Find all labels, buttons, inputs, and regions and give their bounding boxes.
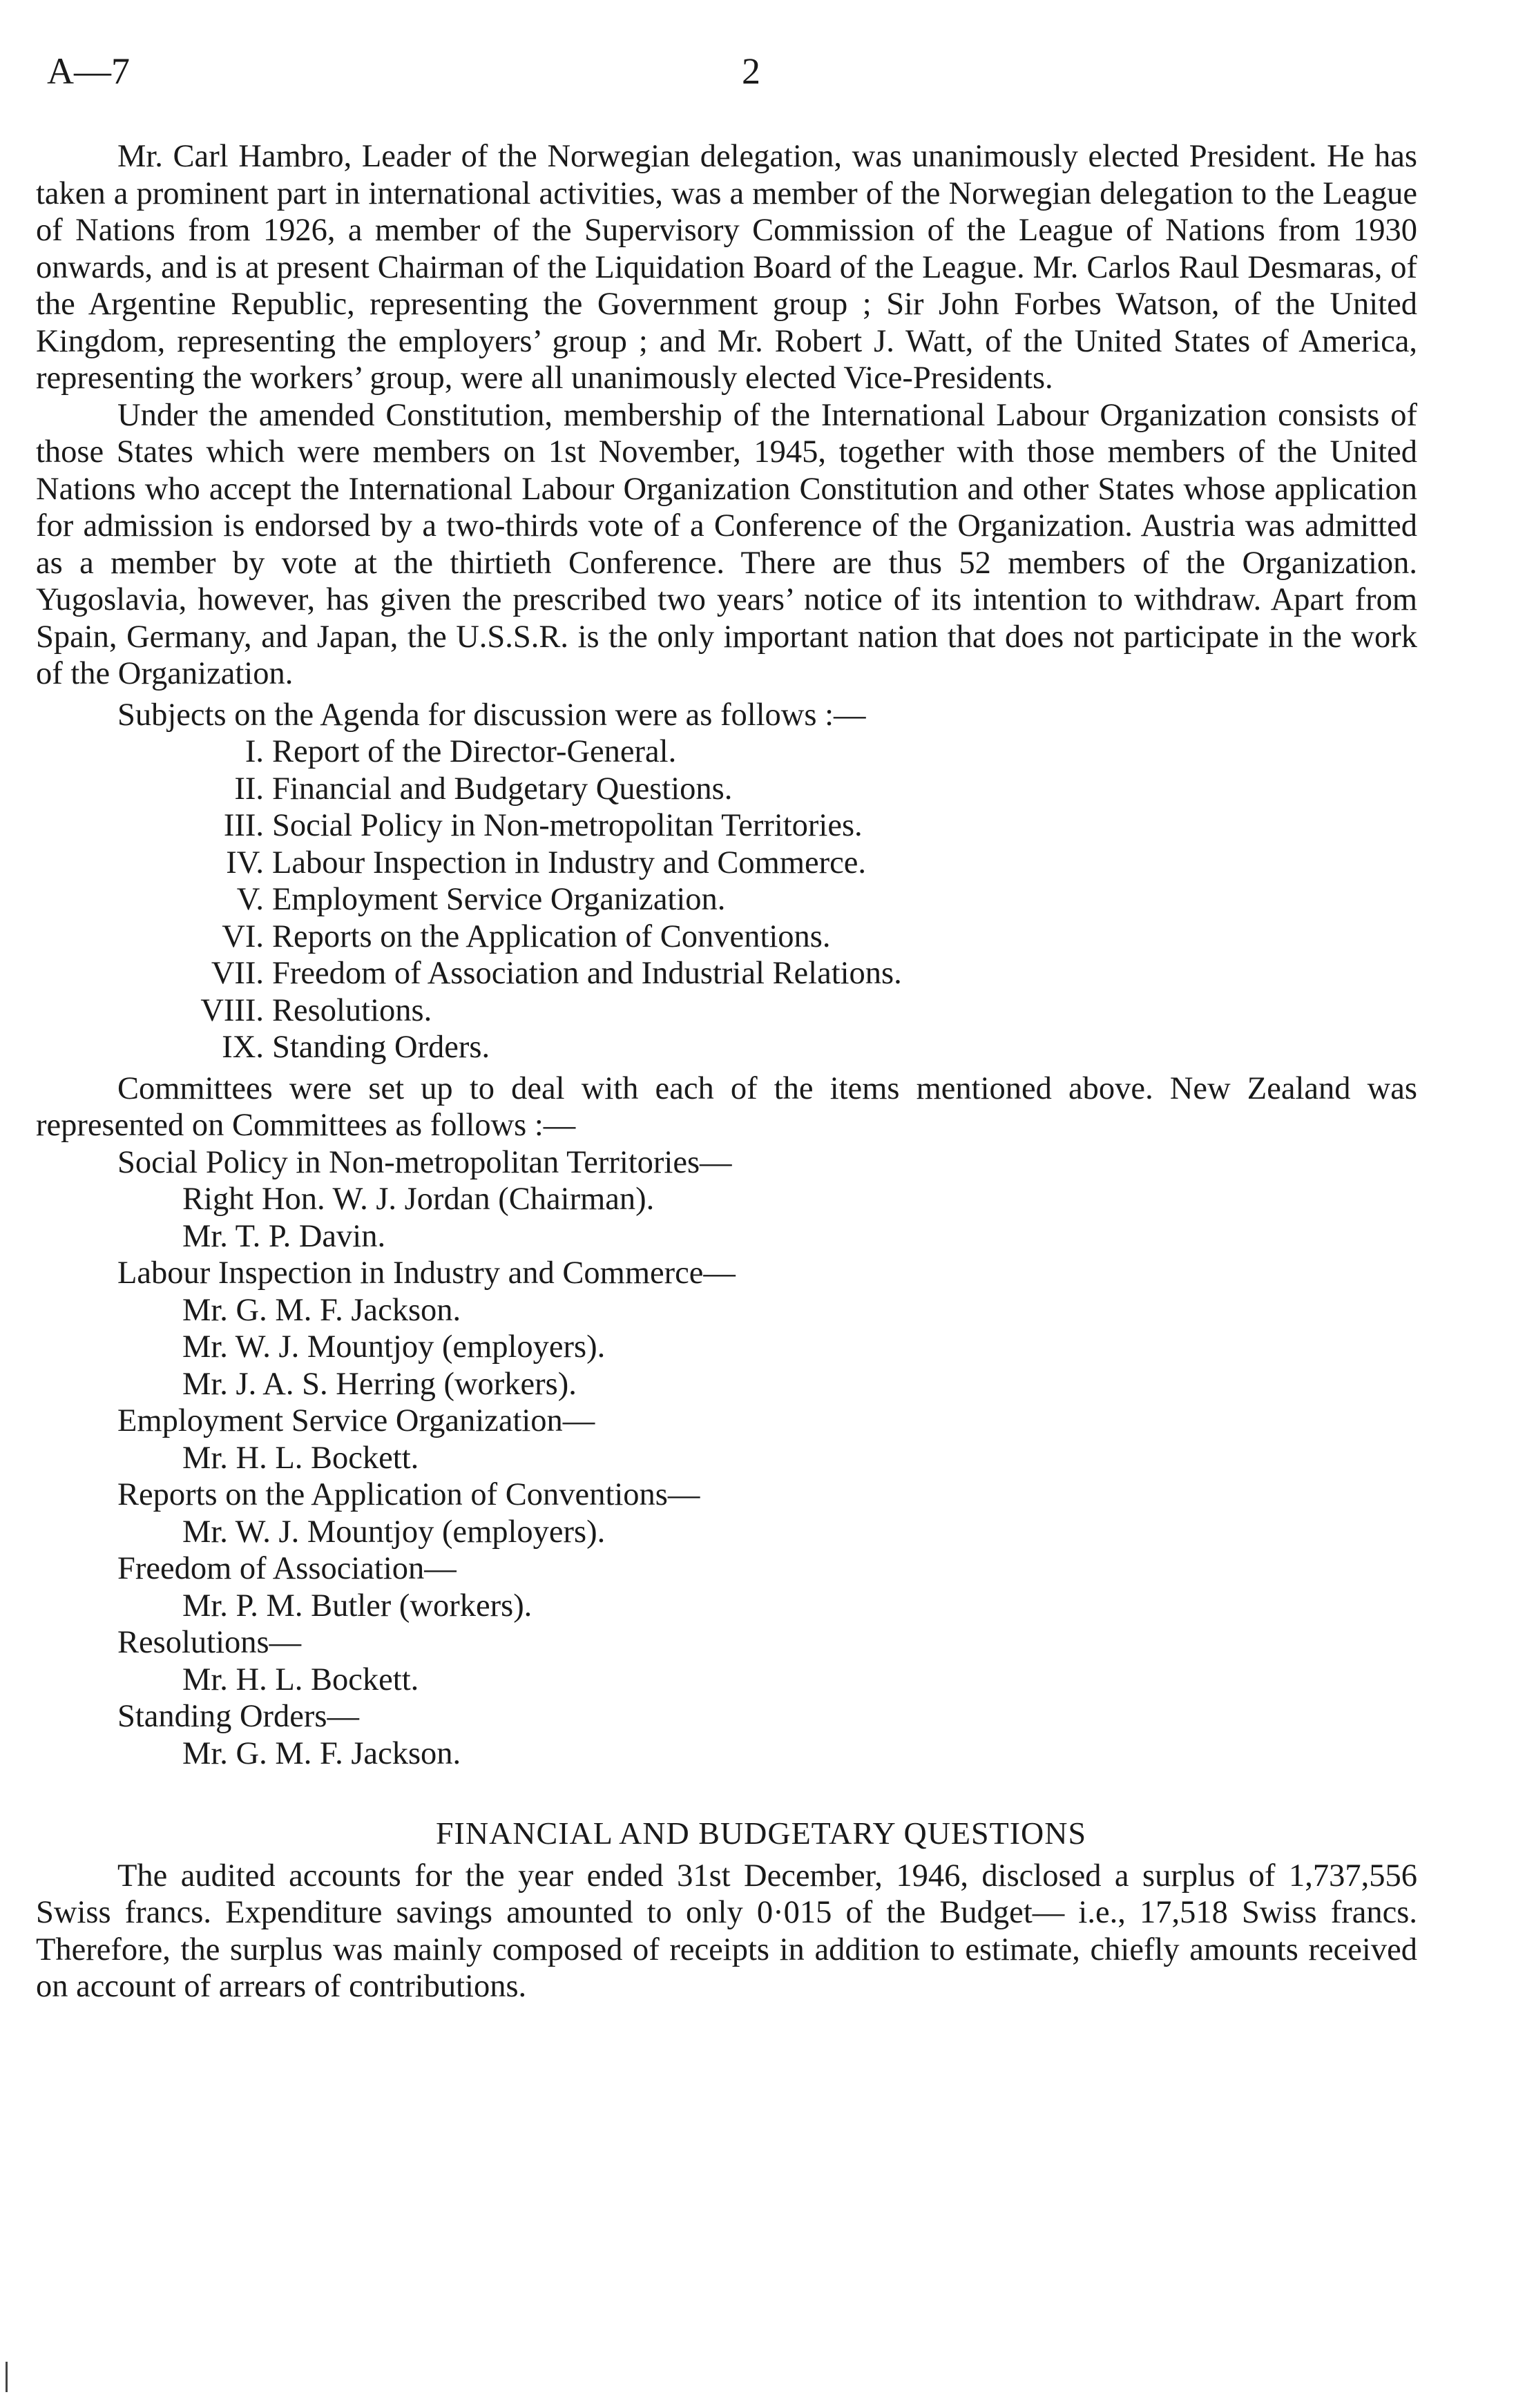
financial-paragraph: The audited accounts for the year ended 31st December, 1946, disclosed a surplus of 1,737,556 Swiss francs. Expenditure savings amounted to only 0·015 of the Budget— i.e., 17,518 Swiss francs. Therefore, the surplus was mainly composed of receipts in addition to estimate, chiefly amounts received on account of arrears of contributions. [36,1858,1417,2004]
committee-member: Mr. G. M. F. Jackson. [182,1292,461,1328]
agenda-item-number: IV. [226,845,264,880]
agenda-item [36,733,1417,771]
page-number: 2 [742,50,760,92]
agenda-item-text: Reports on the Application of Conventions. [272,918,831,954]
committee-subject: Freedom of Association— [117,1551,457,1586]
agenda-item-number: III. [223,808,264,843]
committee-member: Mr. H. L. Bockett. [182,1440,419,1476]
agenda-item [36,881,1417,918]
intro-paragraph-2: Under the amended Constitution, membership of the International Labour Organization consists of those States which were members on 1st November, 1945, together with those members of the United Nations who accept the International Labour Organization Constitution and other States whose application for admission is endorsed by a two-thirds vote of a Conference of the Organization. Austria was admitted as a member by vote at the thirtieth Conference. There are thus 52 members of the Organization. Yugoslavia, however, has given the prescribed two years’ notice of its intention to withdraw. Apart from Spain, Germany, and Japan, the U.S.S.R. is the only important nation that does not participate in the work of the Organization. [36,397,1417,691]
committee-subject: Reports on the Application of Conventions— [117,1477,700,1512]
committee-subject: Resolutions— [117,1625,302,1660]
margin-mark [6,2362,8,2392]
agenda-item-number: VI. [222,918,264,954]
committee-member: Mr. P. M. Butler (workers). [182,1588,532,1624]
agenda-item-text: Financial and Budgetary Questions. [272,771,733,807]
agenda-item-text: Labour Inspection in Industry and Commerce. [272,845,867,880]
agenda-item-text: Freedom of Association and Industrial Relations. [272,956,902,991]
committee-member: Mr. H. L. Bockett. [182,1661,419,1697]
document-code: A—7 [47,50,130,92]
agenda-item-number: I. [244,734,264,769]
committee-member: Mr. W. J. Mountjoy (employers). [182,1329,606,1365]
agenda-item [36,807,1417,845]
committees-intro: Committees were set up to deal with each of the items mentioned above. New Zealand was represented on Committees as follows :— [36,1070,1417,1143]
committee-subject: Employment Service Organization— [117,1403,595,1438]
agenda-item [36,955,1417,992]
agenda-item [36,1029,1417,1066]
agenda-lead: Subjects on the Agenda for discussion were as follows :— [117,697,866,733]
intro-paragraph-1: Mr. Carl Hambro, Leader of the Norwegian delegation, was unanimously elected President. He has taken a prominent part in international activities, was a member of the Norwegian delegation to the League of Nations from 1926, a member of the Supervisory Commission of the League of Nations from 1930 onwards, and is at present Chairman of the Liquidation Board of the League. Mr. Carlos Raul Desmaras, of the Argentine Republic, representing the Government group ; Sir John Forbes Watson, of the United Kingdom, representing the employers’ group ; and Mr. Robert J. Watt, of the United States of America, representing the workers’ group, were all unanimously elected Vice-Presidents. [36,139,1417,396]
committee-member: Mr. J. A. S. Herring (workers). [182,1366,577,1402]
agenda-item [36,845,1417,882]
agenda-item-number: VII. [211,956,264,991]
agenda-item [36,771,1417,808]
committee-list [36,1144,1417,1773]
agenda-item [36,918,1417,956]
agenda-list [36,733,1417,1066]
agenda-item-number: V. [236,882,264,917]
agenda-item-text: Social Policy in Non-metropolitan Territories. [272,808,863,843]
committee-member: Mr. W. J. Mountjoy (employers). [182,1514,606,1550]
committee-member: Mr. G. M. F. Jackson. [182,1735,461,1771]
agenda-item [36,992,1417,1030]
agenda-item-text: Standing Orders. [272,1030,490,1065]
section-heading-financial: FINANCIAL AND BUDGETARY QUESTIONS [435,1815,1087,1851]
committee-subject: Standing Orders— [117,1699,359,1734]
agenda-item-text: Employment Service Organization. [272,882,726,917]
agenda-item-number: II. [234,771,264,807]
committee-member: Mr. T. P. Davin. [182,1218,386,1254]
agenda-item-text: Report of the Director-General. [272,734,677,769]
agenda-item-text: Resolutions. [272,992,432,1028]
agenda-item-number: VIII. [200,992,264,1028]
page-header [47,50,1469,98]
committee-member: Right Hon. W. J. Jordan (Chairman). [182,1182,655,1217]
committee-subject: Social Policy in Non-metropolitan Territories— [117,1144,732,1180]
agenda-item-number: IX. [222,1030,264,1065]
committee-subject: Labour Inspection in Industry and Commerce— [117,1255,736,1291]
page-body [36,138,1417,2005]
